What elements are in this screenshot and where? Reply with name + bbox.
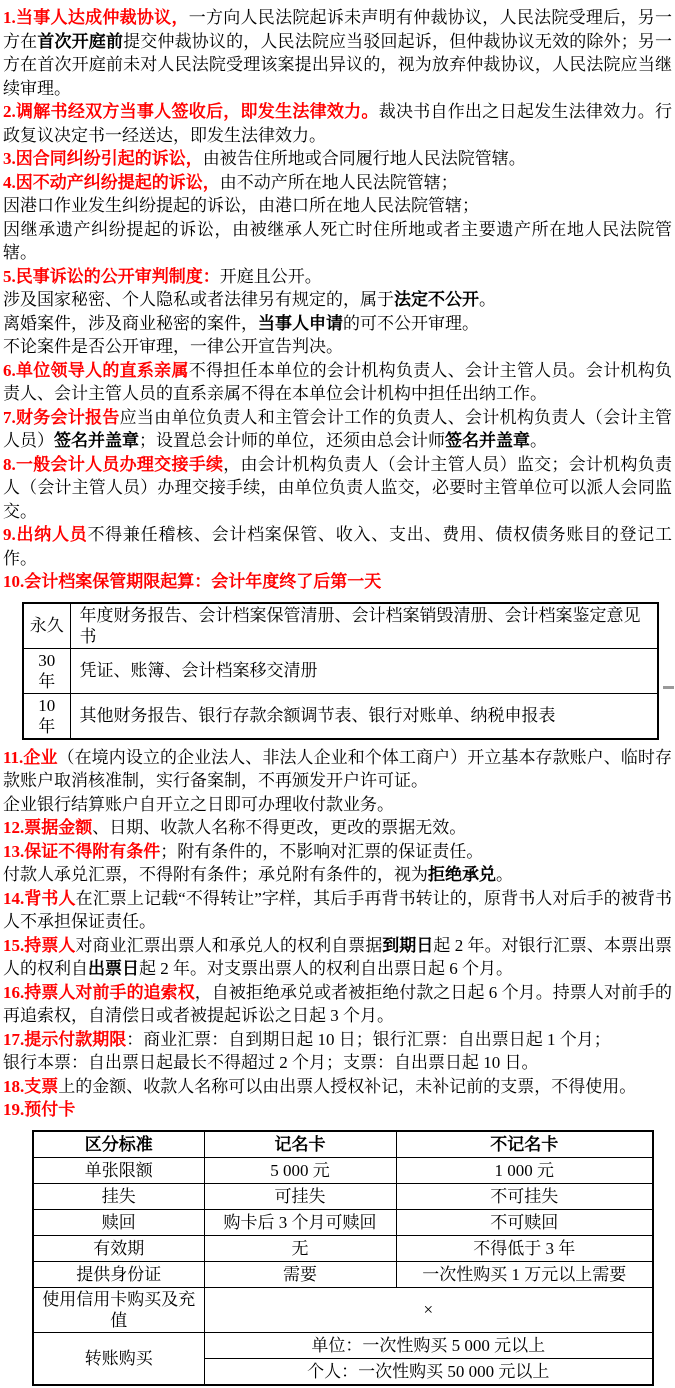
body-text: 。 — [496, 865, 513, 884]
body-text: 离婚案件，涉及商业秘密的案件， — [3, 313, 258, 333]
table-row — [33, 1287, 653, 1332]
table-cell: 不可赎回 — [396, 1209, 653, 1235]
item-heading-text: 12.票据金额 — [3, 818, 93, 837]
archive-retention-table — [22, 602, 659, 740]
paragraph — [3, 887, 672, 934]
paragraph — [3, 523, 672, 570]
body-text: 一方向人民法院起诉未声明有仲裁协议，人民法院受理后，另一方在 — [3, 8, 673, 51]
paragraph — [3, 147, 672, 171]
body-text: 、日期、收款人名称不得更改，更改的票据无效。 — [92, 818, 467, 837]
body-text: 不得担任本单位的会计机构负责人、会计主管人员。会计机构负责人、会计主管人员的直系亲属不得在本单位会计机构中担任出纳工作。 — [3, 360, 673, 403]
paragraph — [3, 570, 672, 594]
table-row — [23, 603, 658, 649]
paragraph — [3, 312, 672, 336]
body-text: 银行本票：自出票日起最长不得超过 2 个月；支票：自出票日起 10 日。 — [3, 1053, 539, 1072]
body-text: 的可不公开审理。 — [343, 313, 479, 333]
body-text: 因港口作业发生纠纷提起的诉讼，由港口所在地人民法院管辖； — [3, 196, 479, 215]
table-cell: 1 000 元 — [396, 1157, 653, 1183]
item-heading-text: 18.支票 — [3, 1076, 59, 1096]
table-cell: 单位：一次性购买 5 000 元以上 — [204, 1332, 653, 1358]
paragraph — [3, 1098, 672, 1122]
table-cell: 10 年 — [23, 693, 70, 739]
body-text: 对商业汇票出票人和承兑人的权利自票据 — [75, 935, 383, 955]
edge-artifact-dash — [663, 686, 674, 689]
paragraph — [3, 840, 672, 864]
paragraph — [3, 406, 672, 453]
paragraph — [3, 218, 672, 265]
paragraph — [3, 863, 672, 887]
paragraph — [3, 453, 672, 524]
table-cell: 不可挂失 — [396, 1183, 653, 1209]
table-cell: 转账购买 — [33, 1332, 204, 1385]
body-text: 起 2 年。对银行汇票、本票出票人的权利自 — [3, 935, 673, 978]
paragraph — [3, 981, 672, 1028]
table-cell: 单张限额 — [33, 1157, 204, 1183]
table-cell: 挂失 — [33, 1183, 204, 1209]
item-heading-text: 6.单位领导人的直系亲属 — [3, 360, 189, 380]
body-text: 出票日 — [88, 959, 139, 978]
table-cell: 一次性购买 1 万元以上需要 — [396, 1261, 653, 1287]
table-cell: 年度财务报告、会计档案保管清册、会计档案销毁清册、会计档案鉴定意见书 — [70, 603, 658, 649]
table-cell: 赎回 — [33, 1209, 204, 1235]
item-heading-text: 7.财务会计报告 — [3, 407, 120, 427]
body-text: 首次开庭前 — [37, 31, 124, 51]
table-cell: 永久 — [23, 603, 70, 649]
body-text: 企业银行结算账户自开立之日即可办理收付款业务。 — [3, 794, 394, 814]
paragraph — [3, 793, 672, 817]
table-header-cell: 不记名卡 — [396, 1131, 653, 1158]
body-text: 在汇票上记载“不得转让”字样，其后手再背书转让的，原背书人对后手的被背书人不承担保证责任。 — [3, 888, 672, 931]
body-text: 因继承遗产纠纷提起的诉讼，由被继承人死亡时住所地或者主要遗产所在地人民法院管辖。 — [3, 219, 672, 262]
table-row — [23, 693, 658, 739]
item-heading-text: 10.会计档案保管期限起算：会计年度终了后第一天 — [3, 572, 382, 591]
paragraph — [3, 6, 672, 100]
table-cell: 可挂失 — [204, 1183, 396, 1209]
item-heading-text: 14.背书人 — [3, 888, 76, 908]
paragraph — [3, 171, 672, 195]
table-cell: 购卡后 3 个月可赎回 — [204, 1209, 396, 1235]
paragraph — [3, 100, 672, 147]
table-row — [33, 1261, 653, 1287]
body-text: 上的金额、收款人名称可以由出票人授权补记，未补记前的支票，不得使用。 — [58, 1076, 637, 1096]
body-text: 由被告住所地或合同履行地人民法院管辖。 — [202, 149, 526, 168]
paragraph — [3, 934, 672, 981]
paragraph — [3, 816, 672, 840]
body-text: 开庭且公开。 — [219, 266, 322, 286]
body-text: 提交仲裁协议的，人民法院应当驳回起诉，但仲裁协议无效的除外；另一方在首次开庭前未对人民法院受理该案提出异议的，视为放弃仲裁协议，人民法院应当继续审理。 — [3, 31, 673, 98]
body-text: （在境内设立的企业法人、非法人企业和个体工商户）开立基本存款账户、临时存款账户取消核准制，实行备案制，不再颁发开户许可证。 — [3, 747, 673, 790]
table-header-cell: 记名卡 — [204, 1131, 396, 1158]
table-cell: × — [204, 1287, 653, 1332]
item-heading-text: 4.因不动产纠纷提起的诉讼， — [3, 172, 220, 192]
table-cell: 提供身份证 — [33, 1261, 204, 1287]
item-heading-text: 3.因合同纠纷引起的诉讼， — [3, 149, 203, 168]
paragraph — [3, 746, 672, 793]
body-text: 。 — [479, 290, 496, 309]
table-row — [33, 1235, 653, 1261]
body-text: 裁决书自作出之日起发生法律效力。行政复议决定书一经送达，即发生法律效力。 — [3, 102, 673, 145]
body-text: ，由会计机构负责人（会计主管人员）监交；会计机构负责人（会计主管人员）办理交接手续，由单位负责人监交，必要时主管单位可以派人会同监交。 — [3, 454, 673, 521]
body-text: ；附有条件的，不影响对汇票的保证责任。 — [160, 841, 484, 861]
table-cell: 需要 — [204, 1261, 396, 1287]
item-heading-text: 17.提示付款期限 — [3, 1029, 127, 1049]
table-cell: 无 — [204, 1235, 396, 1261]
paragraph — [3, 1075, 672, 1099]
table-cell: 5 000 元 — [204, 1157, 396, 1183]
body-text: 不得兼任稽核、会计档案保管、收入、支出、费用、债权债务账目的登记工作。 — [3, 525, 673, 568]
item-heading-text: 9.出纳人员 — [3, 525, 88, 544]
item-heading-text: 11.企业 — [3, 747, 58, 767]
body-text: 到期日 — [382, 935, 434, 955]
paragraph — [3, 1028, 672, 1052]
body-text: ，自被拒绝承兑或者被拒绝付款之日起 6 个月。持票人对前手的再追索权，自清偿日或者被提起诉讼之日起 3 个月。 — [3, 982, 673, 1025]
body-text: 签名并盖章 — [445, 431, 530, 450]
item-heading-text: 19.预付卡 — [3, 1100, 76, 1119]
item-heading-text: 16.持票人对前手的追索权 — [3, 982, 195, 1002]
table-cell: 个人：一次性购买 50 000 元以上 — [204, 1358, 653, 1385]
paragraph — [3, 288, 672, 312]
table-row — [33, 1209, 653, 1235]
paragraph — [3, 265, 672, 289]
table-row — [33, 1332, 653, 1358]
body-text: 签名并盖章 — [54, 431, 139, 450]
paragraph — [3, 359, 672, 406]
table-row — [33, 1131, 653, 1158]
table-row — [33, 1157, 653, 1183]
item-heading-text: 15.持票人 — [3, 935, 76, 955]
body-text: ：商业汇票：自到期日起 10 日；银行汇票：自出票日起 1 个月； — [126, 1029, 611, 1049]
paragraph — [3, 1051, 672, 1075]
table-cell: 使用信用卡购买及充值 — [33, 1287, 204, 1332]
body-text: 由不动产所在地人民法院管辖； — [219, 172, 458, 192]
document-content — [3, 6, 672, 1386]
body-text: 当事人申请 — [258, 313, 343, 333]
table-row — [33, 1183, 653, 1209]
table-row — [23, 648, 658, 693]
table-cell: 其他财务报告、银行存款余额调节表、银行对账单、纳税申报表 — [70, 693, 658, 739]
paragraph — [3, 335, 672, 359]
item-heading-text: 1.当事人达成仲裁协议， — [3, 8, 189, 27]
table-header-cell: 区分标准 — [33, 1131, 204, 1158]
prepaid-card-table — [32, 1130, 654, 1386]
item-heading-text: 2.调解书经双方当事人签收后，即发生法律效力。 — [3, 102, 379, 121]
body-text: 拒绝承兑 — [428, 865, 496, 884]
paragraph — [3, 194, 672, 218]
body-text: ；设置总会计师的单位，还须由总会计师 — [139, 431, 445, 450]
body-text: 。 — [530, 431, 547, 450]
table-cell: 不得低于 3 年 — [396, 1235, 653, 1261]
item-heading-text: 8.一般会计人员办理交接手续 — [3, 454, 224, 474]
body-text: 法定不公开 — [394, 290, 479, 309]
body-text: 起 2 年。对支票出票人的权利自出票日起 6 个月。 — [139, 959, 513, 978]
item-heading-text: 5.民事诉讼的公开审判制度： — [3, 266, 220, 286]
table-cell: 30 年 — [23, 648, 70, 693]
item-heading-text: 13.保证不得附有条件 — [3, 841, 161, 861]
body-text: 不论案件是否公开审理，一律公开宣告判决。 — [3, 337, 343, 356]
body-text: 付款人承兑汇票，不得附有条件；承兑附有条件的，视为 — [3, 865, 428, 884]
body-text: 应当由单位负责人和主管会计工作的负责人、会计机构负责人（会计主管人员） — [3, 407, 673, 450]
body-text: 涉及国家秘密、个人隐私或者法律另有规定的，属于 — [3, 290, 394, 309]
table-cell: 凭证、账簿、会计档案移交清册 — [70, 648, 658, 693]
table-cell: 有效期 — [33, 1235, 204, 1261]
